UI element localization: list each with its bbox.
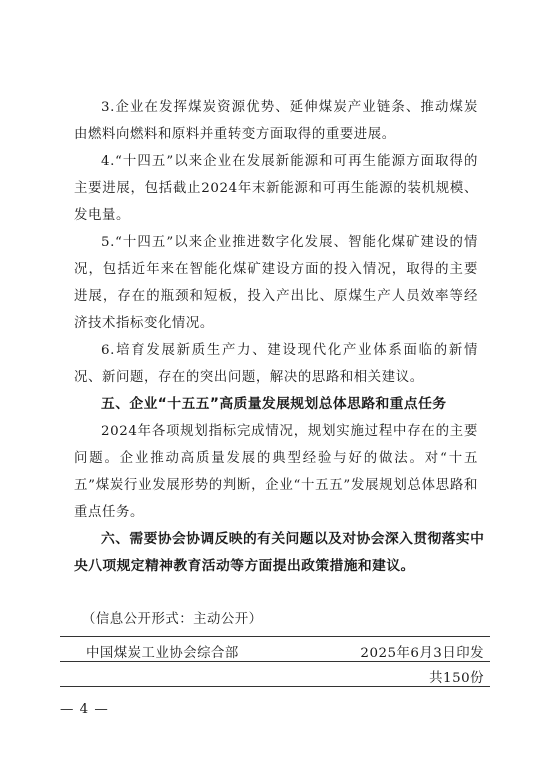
document-body [0, 94, 550, 580]
issue-date: 2025年6月3日印发 [360, 646, 484, 661]
paragraph-item-3: 3.企业在发挥煤炭资源优势、延伸煤炭产业链条、推动煤炭由燃料向燃料和原料并重转变方面取得的重要进展。 [74, 100, 478, 142]
section-heading-6: 六、需要协会协调反映的有关问题以及对协会深入贯彻落实中央八项规定精神教育活动等方面提出政策措施和建议。 [74, 531, 485, 574]
paragraph-item-5: 5.“十四五”以来企业推进数字化发展、智能化煤矿建设的情况，包括近年来在智能化煤矿建设方面的投入情况，取得的主要进展，存在的瓶颈和短板，投入产出比、原煤生产人员效率等经济技术指标变化情况。 [74, 235, 478, 331]
footer-rule-top [60, 636, 490, 637]
footer-rule-middle [60, 661, 490, 662]
info-disclosure-note: （信息公开形式：主动公开） [82, 612, 263, 627]
issuer-name: 中国煤炭工业协会综合部 [86, 646, 239, 661]
paragraph-item-6: 6.培育发展新质生产力、建设现代化产业体系面临的新情况、新问题，存在的突出问题，解决的思路和相关建议。 [74, 343, 478, 385]
section-heading-5: 五、企业“十五五”高质量发展规划总体思路和重点任务 [101, 396, 447, 412]
section-5-paragraph: 2024年各项规划指标完成情况，规划实施过程中存在的主要问题。企业推动高质量发展的典型经验与好的做法。对“十五五”煤炭行业发展形势的判断，企业“十五五”发展规划总体思路和重点任务。 [74, 424, 478, 520]
copy-count: 共150份 [429, 671, 484, 686]
page-number: — 4 — [60, 702, 109, 717]
footer-rule-bottom [60, 686, 490, 687]
paragraph-item-4: 4.“十四五”以来企业在发展新能源和可再生能源方面取得的主要进展，包括截止2024年末新能源和可再生能源的装机规模、发电量。 [74, 154, 478, 223]
